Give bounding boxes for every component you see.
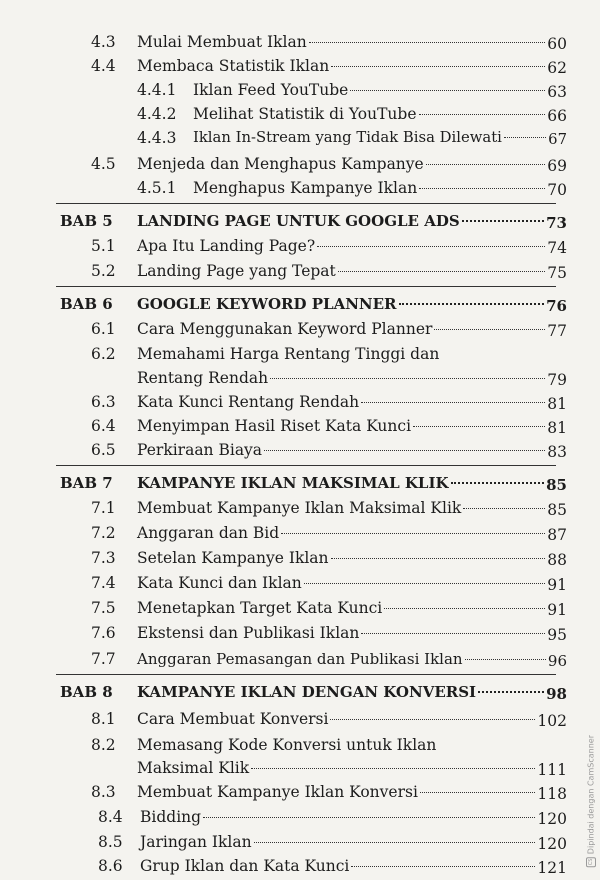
entry-page: 83: [547, 443, 567, 461]
watermark-text: Dipindai dengan CamScanner: [586, 735, 596, 855]
entry-number: 6.5: [91, 441, 116, 459]
entry-page: 63: [547, 83, 567, 101]
dot-leader: [254, 842, 536, 843]
chapter-number: BAB 5: [60, 212, 113, 230]
entry-page: 67: [548, 131, 567, 148]
chapter-title: LANDING PAGE UNTUK GOOGLE ADS: [137, 212, 460, 230]
toc-entry: [0, 830, 600, 854]
entry-number: 4.3: [91, 33, 116, 51]
chapter-page: 76: [546, 297, 567, 315]
entry-page: 81: [547, 419, 567, 437]
chapter-page: 98: [546, 685, 567, 703]
toc-entry: [0, 54, 600, 78]
toc-chapter: [0, 680, 600, 704]
dot-leader: [504, 137, 546, 138]
entry-number: 6.3: [91, 393, 116, 411]
entry-number: 6.1: [91, 320, 116, 338]
entry-page: 96: [547, 652, 567, 670]
entry-title: Melihat Statistik di YouTube: [193, 105, 417, 123]
entry-number: 7.1: [91, 499, 116, 517]
toc-entry: [0, 496, 600, 520]
dot-leader: [463, 508, 545, 509]
entry-title: Bidding: [140, 808, 202, 826]
entry-title: Membuat Kampanye Iklan Konversi: [137, 783, 418, 801]
chapter-title: KAMPANYE IKLAN DENGAN KONVERSI: [137, 683, 477, 701]
entry-title: Menjeda dan Menghapus Kampanye: [137, 155, 424, 173]
toc-entry: [0, 621, 600, 645]
entry-title: Cara Menggunakan Keyword Planner: [137, 320, 433, 338]
entry-page: 120: [537, 810, 567, 828]
chapter-number: BAB 7: [60, 474, 113, 492]
entry-title: Membaca Statistik Iklan: [137, 57, 330, 75]
entry-number: 8.5: [98, 833, 123, 851]
entry-title: Grup Iklan dan Kata Kunci: [140, 857, 350, 875]
toc-entry: [0, 647, 600, 671]
entry-number: 4.4.2: [137, 105, 177, 123]
dot-leader: [350, 90, 545, 91]
entry-title: Mulai Membuat Iklan: [137, 33, 307, 51]
entry-page: 121: [537, 859, 567, 877]
entry-number: 4.5.1: [137, 179, 177, 197]
toc-entry: [0, 259, 600, 283]
section-divider: [56, 465, 556, 466]
dot-leader: [434, 329, 545, 330]
chapter-title: KAMPANYE IKLAN MAKSIMAL KLIK: [137, 474, 449, 492]
toc-entry-first-line: [0, 733, 600, 757]
entry-page: 69: [547, 157, 567, 175]
entry-page: 70: [547, 181, 567, 199]
dot-leader: [264, 450, 545, 451]
toc-entry: [0, 176, 600, 200]
entry-page: 75: [547, 264, 567, 282]
entry-page: 95: [547, 626, 567, 644]
chapter-page: 85: [546, 476, 567, 494]
toc-entry: [0, 234, 600, 258]
toc-entry: [0, 78, 600, 102]
dot-leader: [338, 271, 546, 272]
entry-page: 88: [547, 551, 567, 569]
toc-entry: [0, 780, 600, 804]
entry-number: 5.2: [91, 262, 116, 280]
entry-title: Menyimpan Hasil Riset Kata Kunci: [137, 417, 412, 435]
entry-number: 4.5: [91, 155, 116, 173]
entry-title-continued: Rentang Rendah: [137, 369, 269, 387]
entry-title-continued: Maksimal Klik: [137, 759, 250, 777]
entry-number: 7.5: [91, 599, 116, 617]
dot-leader: [281, 533, 545, 534]
toc-entry: [0, 152, 600, 176]
entry-number: 8.4: [98, 808, 123, 826]
toc-entry: [0, 854, 600, 878]
dot-leader: [451, 482, 545, 484]
dot-leader: [251, 768, 535, 769]
entry-page: 60: [547, 35, 567, 53]
toc-entry: [0, 126, 600, 150]
dot-leader: [420, 792, 535, 793]
dot-leader: [361, 633, 545, 634]
entry-page: 77: [547, 322, 567, 340]
section-divider: [56, 286, 556, 287]
toc-chapter: [0, 471, 600, 495]
toc-entry: [0, 546, 600, 570]
entry-title: Anggaran Pemasangan dan Publikasi Iklan: [137, 650, 463, 668]
entry-title: Cara Membuat Konversi: [137, 710, 329, 728]
entry-number: 8.3: [91, 783, 116, 801]
toc-entry: [0, 30, 600, 54]
entry-number: 4.4.1: [137, 81, 177, 99]
dot-leader: [317, 246, 545, 247]
entry-title: Kata Kunci dan Iklan: [137, 574, 302, 592]
entry-title: Kata Kunci Rentang Rendah: [137, 393, 360, 411]
entry-title: Setelan Kampanye Iklan: [137, 549, 329, 567]
chapter-number: BAB 6: [60, 295, 113, 313]
chapter-title: GOOGLE KEYWORD PLANNER: [137, 295, 397, 313]
camscanner-watermark: [586, 735, 596, 867]
entry-number: 7.2: [91, 524, 116, 542]
entry-title: Perkiraan Biaya: [137, 441, 263, 459]
dot-leader: [462, 220, 544, 222]
entry-title: Menetapkan Target Kata Kunci: [137, 599, 383, 617]
entry-page: 111: [537, 761, 567, 779]
entry-number: 8.6: [98, 857, 123, 875]
toc-chapter: [0, 292, 600, 316]
section-divider: [56, 674, 556, 675]
entry-number: 7.3: [91, 549, 116, 567]
entry-page: 118: [537, 785, 567, 803]
entry-number: 5.1: [91, 237, 116, 255]
entry-number: 7.4: [91, 574, 116, 592]
entry-number: 6.4: [91, 417, 116, 435]
dot-leader: [419, 114, 546, 115]
entry-number: 4.4.3: [137, 129, 177, 147]
entry-number: 6.2: [91, 345, 116, 363]
entry-page: 66: [547, 107, 567, 125]
entry-title: Landing Page yang Tepat: [137, 262, 336, 280]
toc-entry: [0, 596, 600, 620]
toc-entry: [0, 571, 600, 595]
toc-entry: [0, 438, 600, 462]
chapter-number: BAB 8: [60, 683, 113, 701]
entry-title: Iklan Feed YouTube: [193, 81, 349, 99]
entry-page: 62: [547, 59, 567, 77]
entry-page: 91: [547, 601, 567, 619]
entry-page: 91: [547, 576, 567, 594]
dot-leader: [304, 583, 546, 584]
entry-page: 120: [537, 835, 567, 853]
toc-entry: [0, 707, 600, 731]
entry-title: Membuat Kampanye Iklan Maksimal Klik: [137, 499, 462, 517]
entry-title: Anggaran dan Bid: [137, 524, 280, 542]
dot-leader: [361, 402, 545, 403]
toc-entry: [0, 521, 600, 545]
entry-title: Memahami Harga Rentang Tinggi dan: [137, 345, 440, 363]
entry-page: 85: [547, 501, 567, 519]
dot-leader: [351, 866, 535, 867]
dot-leader: [413, 426, 545, 427]
toc-entry-continuation: [0, 366, 600, 390]
entry-title: Jaringan Iklan: [140, 833, 252, 851]
entry-number: 8.2: [91, 736, 116, 754]
entry-number: 4.4: [91, 57, 116, 75]
entry-number: 7.7: [91, 650, 116, 668]
dot-leader: [465, 659, 546, 660]
toc-entry: [0, 317, 600, 341]
entry-title: Ekstensi dan Publikasi Iklan: [137, 624, 360, 642]
toc-entry: [0, 805, 600, 829]
section-divider: [56, 203, 556, 204]
entry-title: Iklan In-Stream yang Tidak Bisa Dilewati: [193, 129, 502, 146]
dot-leader: [270, 378, 545, 379]
entry-number: 8.1: [91, 710, 116, 728]
entry-page: 102: [537, 712, 567, 730]
camscanner-icon: CS: [588, 858, 594, 866]
dot-leader: [384, 608, 545, 609]
dot-leader: [426, 164, 546, 165]
dot-leader: [399, 303, 545, 305]
toc-chapter: [0, 209, 600, 233]
toc-entry: [0, 414, 600, 438]
toc-entry: [0, 102, 600, 126]
entry-number: 7.6: [91, 624, 116, 642]
toc-entry: [0, 390, 600, 414]
dot-leader: [330, 719, 535, 720]
entry-page: 74: [547, 239, 567, 257]
entry-page: 81: [547, 395, 567, 413]
entry-title: Apa Itu Landing Page?: [137, 237, 316, 255]
dot-leader: [309, 42, 546, 43]
toc-entry-continuation: [0, 756, 600, 780]
entry-page: 79: [547, 371, 567, 389]
dot-leader: [419, 188, 545, 189]
entry-page: 87: [547, 526, 567, 544]
dot-leader: [478, 691, 544, 693]
chapter-page: 73: [546, 214, 567, 232]
entry-title: Menghapus Kampanye Iklan: [193, 179, 418, 197]
toc-entry-first-line: [0, 342, 600, 366]
entry-title: Memasang Kode Konversi untuk Iklan: [137, 736, 437, 754]
dot-leader: [203, 817, 535, 818]
dot-leader: [331, 558, 546, 559]
dot-leader: [331, 66, 545, 67]
